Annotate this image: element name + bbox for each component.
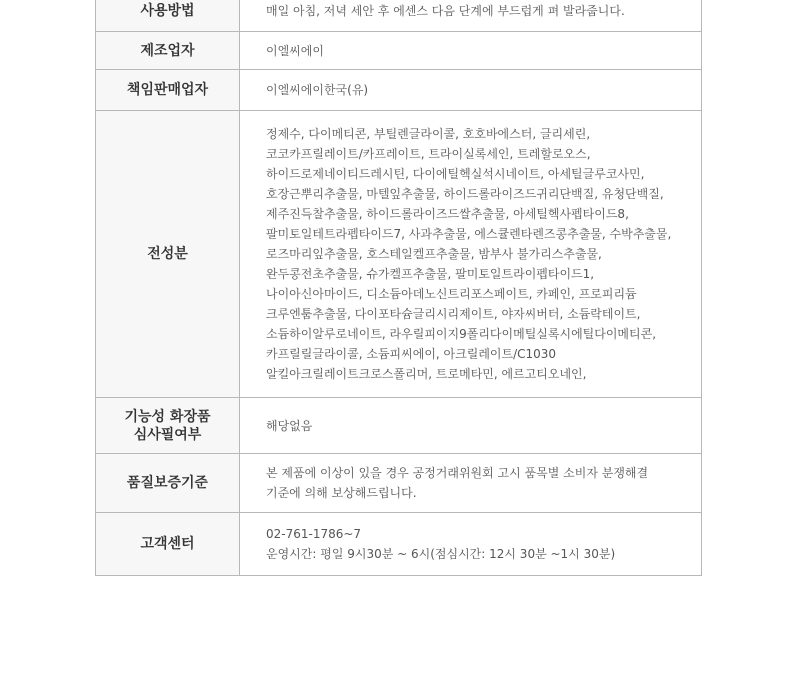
row-value-functional-cosmetic bbox=[240, 398, 702, 454]
table-row bbox=[96, 398, 702, 454]
table-row bbox=[96, 513, 702, 576]
value-line: 해당없음 bbox=[266, 418, 313, 433]
phone-number: 02-761-1786~7 bbox=[266, 527, 362, 541]
row-label-quality-guarantee: 품질보증기준 bbox=[96, 454, 240, 513]
row-label-manufacturer: 제조업자 bbox=[96, 32, 240, 70]
row-value-ingredients bbox=[240, 111, 702, 398]
row-value-usage bbox=[240, 0, 702, 32]
ingredient-line: 하이드로제네이티드레시틴, 다이에틸헥실석시네이트, 아세틸글루코사민, bbox=[266, 167, 645, 181]
value-line: 기준에 의해 보상해드립니다. bbox=[266, 486, 417, 500]
ingredient-line: 코코카프릴레이트/카프레이트, 트라이실록세인, 트레할로오스, bbox=[266, 147, 591, 161]
row-label-ingredients: 전성분 bbox=[96, 111, 240, 398]
label-line: 심사필여부 bbox=[133, 426, 202, 443]
row-value-manufacturer bbox=[240, 32, 702, 70]
ingredient-line: 소듐하이알루로네이트, 라우릴피이지9폴리다이메틸실록시에틸다이메티콘, bbox=[266, 327, 657, 341]
row-value-distributor bbox=[240, 70, 702, 111]
table-row bbox=[96, 32, 702, 70]
label-line: 기능성 화장품 bbox=[124, 408, 211, 425]
ingredient-line: 제주진득찰추출물, 하이드롤라이즈드쌀추출물, 아세틸헥사펩타이드8, bbox=[266, 207, 629, 221]
ingredient-line: 알킬아크릴레이트크로스폴리머, 트로메타민, 에르고티오네인, bbox=[266, 367, 587, 381]
table-row bbox=[96, 0, 702, 32]
row-label-usage: 사용방법 bbox=[96, 0, 240, 32]
row-label-distributor: 책임판매업자 bbox=[96, 70, 240, 111]
ingredient-line: 완두콩전초추출물, 슈가켈프추출물, 팔미토일트라이펩타이드1, bbox=[266, 267, 595, 281]
value-line: 이엘씨에이한국(유) bbox=[266, 83, 369, 97]
row-label-customer-center: 고객센터 bbox=[96, 513, 240, 576]
table-row bbox=[96, 454, 702, 513]
product-info-table bbox=[95, 0, 702, 576]
value-line: 이엘씨에이 bbox=[266, 43, 324, 58]
value-line: 매일 아침, 저녁 세안 후 에센스 다음 단계에 부드럽게 펴 발라줍니다. bbox=[266, 4, 625, 18]
value-line: 본 제품에 이상이 있을 경우 공정거래위원회 고시 품목별 소비자 분쟁해결 bbox=[266, 466, 649, 480]
ingredient-line: 팔미토일테트라펩타이드7, 사과추출물, 에스큘렌타렌즈콩추출물, 수박추출물, bbox=[266, 227, 672, 241]
ingredient-line: 호장근뿌리추출물, 마텔잎추출물, 하이드롤라이즈드귀리단백질, 유청단백질, bbox=[266, 187, 664, 201]
row-label-functional-cosmetic bbox=[96, 398, 240, 454]
ingredient-line: 정제수, 다이메티콘, 부틸렌글라이콜, 호호바에스터, 글리세린, bbox=[266, 127, 591, 141]
ingredient-line: 로즈마리잎추출물, 호스테일켈프추출물, 밤부사 불가리스추출물, bbox=[266, 247, 602, 261]
ingredient-line: 카프릴릴글라이콜, 소듐피씨에이, 아크릴레이트/C1030 bbox=[266, 347, 557, 361]
table-row bbox=[96, 111, 702, 398]
table-row bbox=[96, 70, 702, 111]
ingredient-line: 나이아신아마이드, 디소듐아데노신트리포스페이트, 카페인, 프로피리듐 bbox=[266, 287, 637, 301]
ingredient-line: 크루엔툼추출물, 다이포타슘글리시리제이트, 야자씨버터, 소듐락테이트, bbox=[266, 307, 641, 321]
row-value-quality-guarantee bbox=[240, 454, 702, 513]
row-value-customer-center bbox=[240, 513, 702, 576]
business-hours: 운영시간: 평일 9시30분 ~ 6시(점심시간: 12시 30분 ~1시 30분) bbox=[266, 547, 616, 561]
